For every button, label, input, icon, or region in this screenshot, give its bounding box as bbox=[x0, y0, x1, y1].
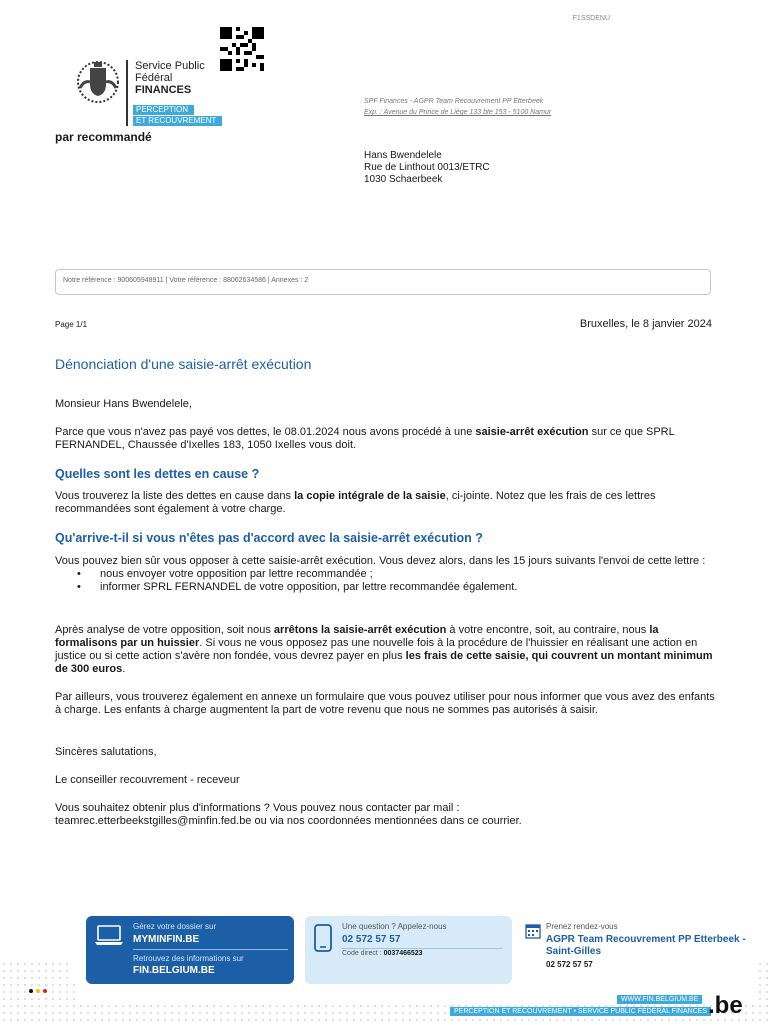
heading-debts: Quelles sont les dettes en cause ? bbox=[55, 467, 260, 481]
card2-text: Une question ? Appelez-nous bbox=[342, 922, 447, 931]
opposition-list bbox=[55, 568, 715, 594]
office-name-2: Saint-Gilles bbox=[546, 946, 602, 957]
card1-divider bbox=[133, 949, 288, 950]
phone-number[interactable]: 02 572 57 57 bbox=[342, 934, 401, 945]
contact-line-1: Vous souhaitez obtenir plus d'informations ? Vous pouvez nous contacter par mail : bbox=[55, 802, 460, 814]
document-code: F1SSDENU bbox=[572, 15, 610, 22]
paragraph-seizure bbox=[55, 426, 715, 452]
direct-code bbox=[342, 949, 423, 959]
p2-b: la copie intégrale de la saisie bbox=[294, 490, 446, 502]
sender-line-2: Exp. : Avenue du Prince de Liège 133 bte 153 - 5100 Namur bbox=[364, 109, 552, 116]
laptop-icon bbox=[94, 924, 124, 946]
signer: Le conseiller recouvrement - receveur bbox=[55, 774, 240, 786]
contact-line-2: teamrec.etterbeekstgilles@minfin.fed.be ou via nos coordonnées mentionnées dans ce courrier. bbox=[55, 815, 522, 827]
sender-line-1: SPF Finances - AGPR Team Recouvrement PP Etterbeek bbox=[364, 98, 544, 105]
p1-c: sur ce que SPRL FERNANDEL, Chaussée d'Ixelles 183, 1050 Ixelles vous doit. bbox=[55, 426, 675, 451]
logo-divider bbox=[126, 60, 128, 126]
salutation: Monsieur Hans Bwendelele, bbox=[55, 398, 192, 410]
office-phone: 02 572 57 57 bbox=[546, 960, 593, 969]
letter-title: Dénonciation d'une saisie-arrêt exécution bbox=[55, 356, 312, 372]
list-item: • nous envoyer votre opposition par lettre recommandée ; bbox=[55, 568, 715, 581]
closing: Sincères salutations, bbox=[55, 746, 157, 758]
p4-b: arrêtons la saisie-arrêt exécution bbox=[273, 624, 447, 636]
logo-line-3: FINANCES bbox=[135, 84, 192, 96]
logo-tag-recouvrement: ET RECOUVREMENT bbox=[133, 116, 222, 126]
phone-icon bbox=[313, 924, 333, 952]
myminfin-link[interactable]: MYMINFIN.BE bbox=[133, 934, 200, 945]
p4-c: à votre encontre, soit, au contraire, nous bbox=[446, 624, 650, 636]
logo-line-2: Fédéral bbox=[135, 72, 173, 84]
p2-a: Vous trouverez la liste des dettes en cause dans bbox=[55, 490, 295, 502]
mailing-mode: par recommandé bbox=[55, 130, 152, 144]
p4-a: Après analyse de votre opposition, soit nous bbox=[55, 624, 274, 636]
calendar-icon bbox=[525, 923, 541, 939]
logo-text bbox=[135, 60, 205, 96]
logo-line-1: Service Public bbox=[135, 60, 205, 72]
reference-text: Notre référence : 900605948911 | Votre référence : 88062634586 | Annexes : 2 bbox=[63, 277, 309, 284]
direct-code-label: Code direct : bbox=[342, 950, 384, 957]
p2-c: , ci-jointe. Notez que les frais de ces lettres recommandées sont également à votre charge. bbox=[55, 490, 656, 515]
letter-date: Bruxelles, le 8 janvier 2024 bbox=[579, 318, 712, 330]
contact-info bbox=[55, 802, 715, 828]
recipient-city: 1030 Schaerbeek bbox=[364, 174, 443, 185]
p1-a: Parce que vous n'avez pas payé vos dettes, le 08.01.2024 nous avons procédé à une bbox=[55, 426, 476, 438]
p4-d: la formalisons par un huissier bbox=[55, 624, 659, 649]
be-logo: .be bbox=[708, 992, 743, 1019]
recipient-name: Hans Bwendelele bbox=[364, 150, 442, 161]
heading-disagree: Qu'arrive-t-il si vous n'êtes pas d'accord avec la saisie-arrêt exécution ? bbox=[55, 531, 483, 545]
page-number: Page 1/1 bbox=[55, 320, 88, 329]
sender-address bbox=[364, 96, 551, 118]
paragraph-analysis bbox=[55, 624, 715, 676]
p4-g: . bbox=[122, 663, 126, 675]
footer-service: PERCEPTION ET RECOUVREMENT • SERVICE PUBLIC FÉDÉRAL FINANCES bbox=[450, 1007, 711, 1016]
fin-belgium-link[interactable]: FIN.BELGIUM.BE bbox=[133, 965, 215, 976]
belgian-coat-of-arms-icon bbox=[74, 58, 122, 104]
list-item: • informer SPRL FERNANDEL de votre opposition, par lettre recommandée également. bbox=[55, 581, 715, 594]
paragraph-debts bbox=[55, 490, 715, 516]
recipient-address bbox=[364, 150, 490, 186]
logo-tag-perception: PERCEPTION bbox=[133, 105, 194, 115]
p4-f: les frais de cette saisie, qui couvrent un montant minimum de 300 euros bbox=[55, 650, 713, 675]
website-link[interactable]: WWW.FIN.BELGIUM.BE bbox=[617, 995, 702, 1004]
recipient-street: Rue de Linthout 0013/ETRC bbox=[364, 162, 490, 173]
card3-text: Prenez rendez-vous bbox=[546, 922, 618, 931]
office-name-1: AGPR Team Recouvrement PP Etterbeek - bbox=[546, 934, 746, 945]
card1-text-1: Gérez votre dossier sur bbox=[133, 922, 217, 931]
p1-b: saisie-arrêt exécution bbox=[475, 426, 589, 438]
card1-text-2: Retrouvez des informations sur bbox=[133, 954, 244, 963]
direct-code-value: 0037466523 bbox=[383, 950, 423, 957]
p3: Vous pouvez bien sûr vous opposer à cette saisie-arrêt exécution. Vous devez alors, dans les 15 jours suivants l'envoi de cette lettre : bbox=[55, 555, 706, 567]
qr-code bbox=[220, 27, 264, 71]
paragraph-opposition bbox=[55, 555, 715, 594]
paragraph-children: Par ailleurs, vous trouverez également en annexe un formulaire que vous pouvez utiliser pour nous informer que vous avez des enfants à charge. Les enfants à charge augmentent la part de votre revenu que nous ne sommes pas autorisés à saisir. bbox=[55, 691, 715, 716]
p4-e: . Si vous ne vous opposez pas une nouvelle fois à la procédure de l'huissier en réalisant une action en justice ou si cette action s'avère non fondée, vous devrez payer en plus bbox=[55, 637, 698, 662]
